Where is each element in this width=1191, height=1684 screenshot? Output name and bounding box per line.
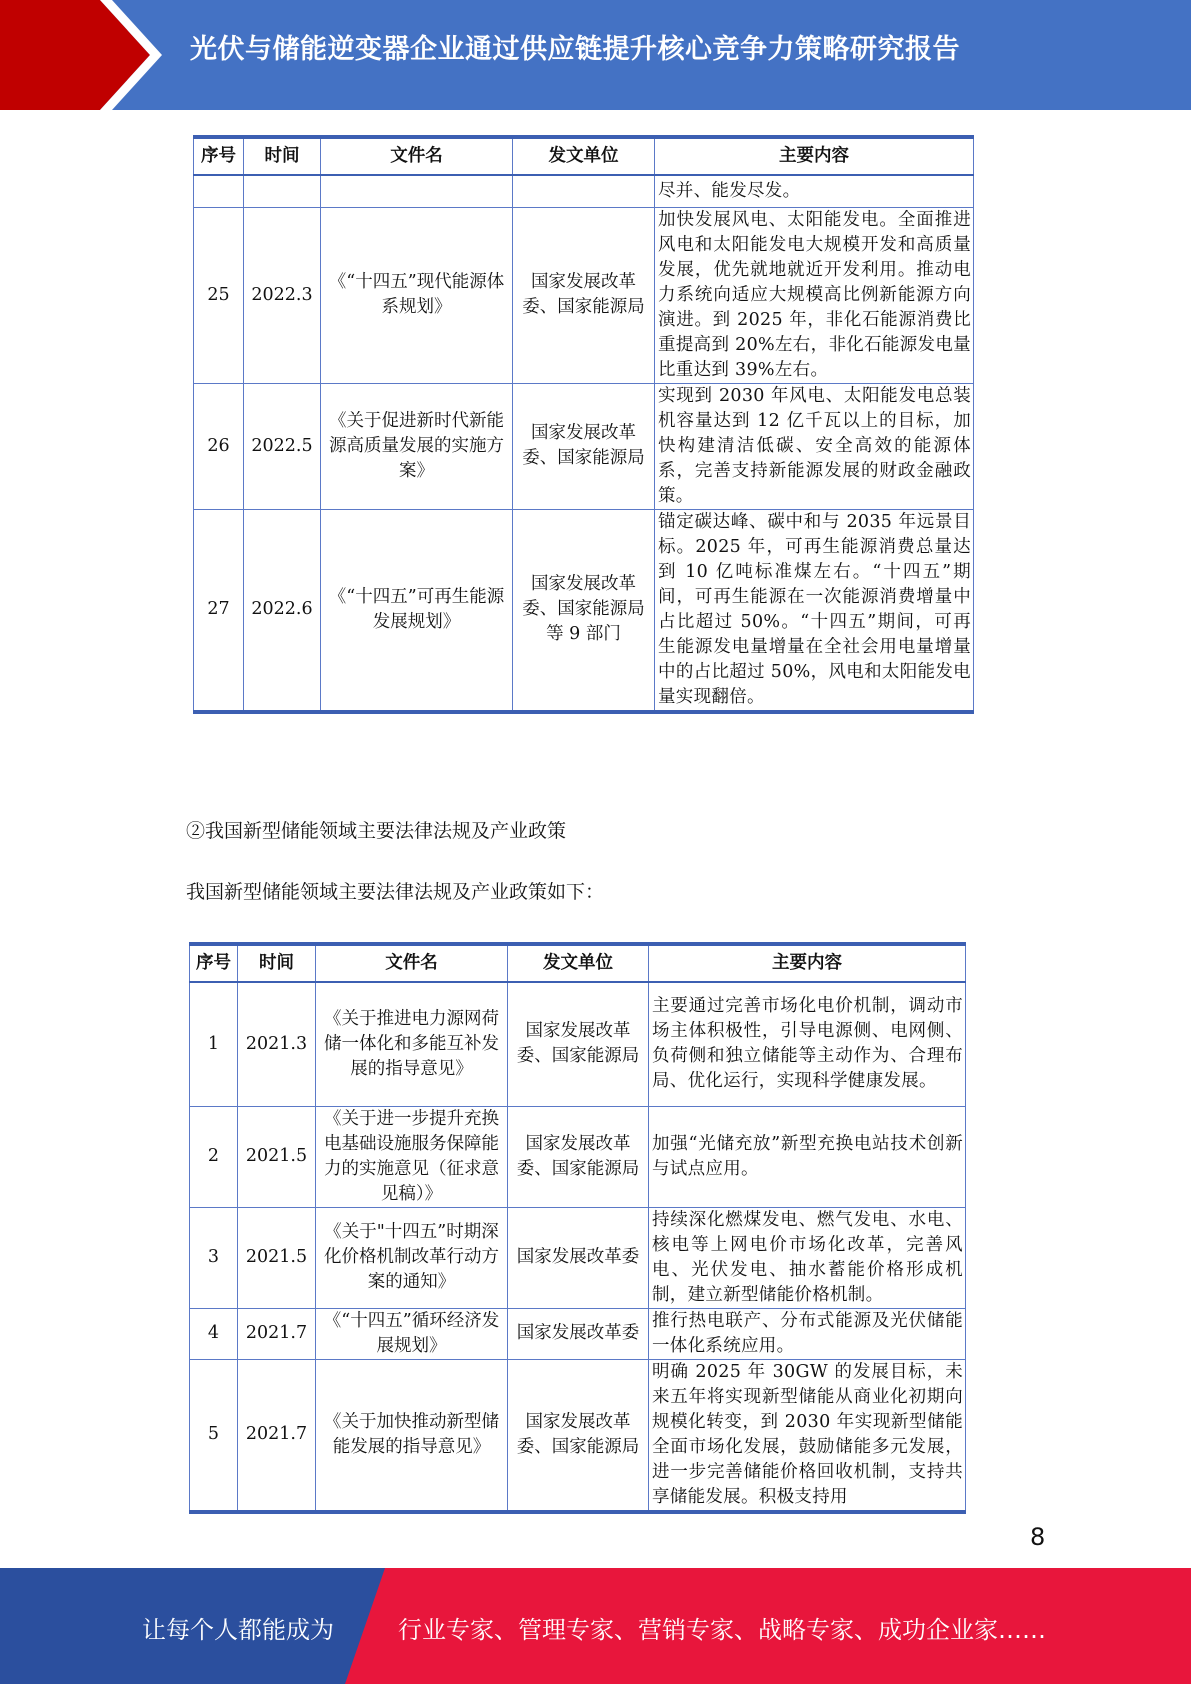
cell-doc [321, 175, 513, 207]
cell-issuer: 国家发展改革委、国家能源局 [508, 1359, 649, 1512]
section-heading: ②我国新型储能领域主要法律法规及产业政策 [186, 820, 567, 842]
cell-issuer [513, 175, 655, 207]
cell-issuer: 国家发展改革委、国家能源局 [513, 383, 655, 509]
cell-doc: 《“十四五”现代能源体系规划》 [321, 207, 513, 383]
pv-policy-table [193, 135, 974, 714]
page-footer [0, 1568, 1191, 1684]
cell-issuer: 国家发展改革委、国家能源局等 9 部门 [513, 509, 655, 712]
cell-content: 加快发展风电、太阳能发电。全面推进风电和太阳能发电大规模开发和高质量发展，优先就地就近开发利用。推动电力系统向适应大规模高比例新能源方向演进。到 2025 年，非化石能源消费比重提高到 20%左右，非化石能源发电量比重达到 39%左右。 [655, 207, 974, 383]
cell-date: 2021.3 [238, 982, 316, 1106]
cell-doc: 《关于加快推动新型储能发展的指导意见》 [316, 1359, 508, 1512]
cell-content: 明确 2025 年 30GW 的发展目标，未来五年将实现新型储能从商业化初期向规模化转变，到 2030 年实现新型储能全面市场化发展，鼓励储能多元发展，进一步完善储能价格回收机制，支持共享储能发展。积极支持用 [649, 1359, 966, 1512]
col-header-issuer: 发文单位 [513, 137, 655, 175]
report-title: 光伏与储能逆变器企业通过供应链提升核心竞争力策略研究报告 [190, 34, 960, 65]
cell-no: 1 [190, 982, 238, 1106]
cell-doc: 《关于推进电力源网荷储一体化和多能互补发展的指导意见》 [316, 982, 508, 1106]
cell-content: 锚定碳达峰、碳中和与 2035 年远景目标。2025 年，可再生能源消费总量达到 10 亿吨标准煤左右。“十四五”期间，可再生能源在一次能源消费增量中占比超过 50%。“十四五”期间，可再生能源发电量增量在全社会用电量增量中的占比超过 50%，风电和太阳能发电量实现翻倍。 [655, 509, 974, 712]
cell-no: 27 [194, 509, 244, 712]
cell-no: 2 [190, 1106, 238, 1207]
table-row [190, 1106, 966, 1207]
col-header-date: 时间 [238, 944, 316, 982]
table-row [190, 1308, 966, 1359]
cell-date [244, 175, 321, 207]
cell-issuer: 国家发展改革委、国家能源局 [508, 982, 649, 1106]
cell-no: 26 [194, 383, 244, 509]
col-header-content: 主要内容 [649, 944, 966, 982]
cell-date: 2021.7 [238, 1308, 316, 1359]
cell-content: 尽并、能发尽发。 [655, 175, 974, 207]
cell-content: 推行热电联产、分布式能源及光伏储能一体化系统应用。 [649, 1308, 966, 1359]
cell-date: 2021.5 [238, 1106, 316, 1207]
col-header-doc: 文件名 [316, 944, 508, 982]
cell-no: 4 [190, 1308, 238, 1359]
cell-no: 25 [194, 207, 244, 383]
col-header-doc: 文件名 [321, 137, 513, 175]
cell-no: 3 [190, 1207, 238, 1308]
cell-date: 2022.5 [244, 383, 321, 509]
cell-issuer: 国家发展改革委 [508, 1207, 649, 1308]
cell-doc: 《关于进一步提升充换电基础设施服务保障能力的实施意见（征求意见稿）》 [316, 1106, 508, 1207]
col-header-content: 主要内容 [655, 137, 974, 175]
cell-issuer: 国家发展改革委、国家能源局 [508, 1106, 649, 1207]
section-intro: 我国新型储能领域主要法律法规及产业政策如下： [186, 881, 605, 903]
cell-content: 加强“光储充放”新型充换电站技术创新与试点应用。 [649, 1106, 966, 1207]
cell-issuer: 国家发展改革委、国家能源局 [513, 207, 655, 383]
cell-content: 持续深化燃煤发电、燃气发电、水电、核电等上网电价市场化改革，完善风电、光伏发电、抽水蓄能价格形成机制，建立新型储能价格机制。 [649, 1207, 966, 1308]
cell-doc: 《“十四五”可再生能源发展规划》 [321, 509, 513, 712]
cell-doc: 《“十四五”循环经济发展规划》 [316, 1308, 508, 1359]
table-row [194, 207, 974, 383]
table-header-row [194, 137, 974, 175]
table-row [190, 1359, 966, 1512]
footer-slogan-left: 让每个人都能成为 [142, 1616, 334, 1644]
cell-no: 5 [190, 1359, 238, 1512]
cell-doc: 《关于"十四五”时期深化价格机制改革行动方案的通知》 [316, 1207, 508, 1308]
page-number: 8 [1030, 1523, 1046, 1551]
storage-policy-table [189, 942, 966, 1514]
footer-slogan-right: 行业专家、管理专家、营销专家、战略专家、成功企业家…… [398, 1616, 1046, 1644]
table-row [194, 383, 974, 509]
page-header [0, 0, 1191, 110]
table-row [190, 1207, 966, 1308]
cell-no [194, 175, 244, 207]
cell-date: 2021.5 [238, 1207, 316, 1308]
cell-date: 2022.3 [244, 207, 321, 383]
col-header-no: 序号 [194, 137, 244, 175]
table-row [194, 509, 974, 712]
cell-issuer: 国家发展改革委 [508, 1308, 649, 1359]
table-row [194, 175, 974, 207]
col-header-date: 时间 [244, 137, 321, 175]
table-row [190, 982, 966, 1106]
cell-date: 2021.7 [238, 1359, 316, 1512]
cell-content: 主要通过完善市场化电价机制，调动市场主体积极性，引导电源侧、电网侧、负荷侧和独立储能等主动作为、合理布局、优化运行，实现科学健康发展。 [649, 982, 966, 1106]
col-header-no: 序号 [190, 944, 238, 982]
cell-content: 实现到 2030 年风电、太阳能发电总装机容量达到 12 亿千瓦以上的目标，加快构建清洁低碳、安全高效的能源体系，完善支持新能源发展的财政金融政策。 [655, 383, 974, 509]
table-header-row [190, 944, 966, 982]
cell-date: 2022.6 [244, 509, 321, 712]
cell-doc: 《关于促进新时代新能源高质量发展的实施方案》 [321, 383, 513, 509]
col-header-issuer: 发文单位 [508, 944, 649, 982]
